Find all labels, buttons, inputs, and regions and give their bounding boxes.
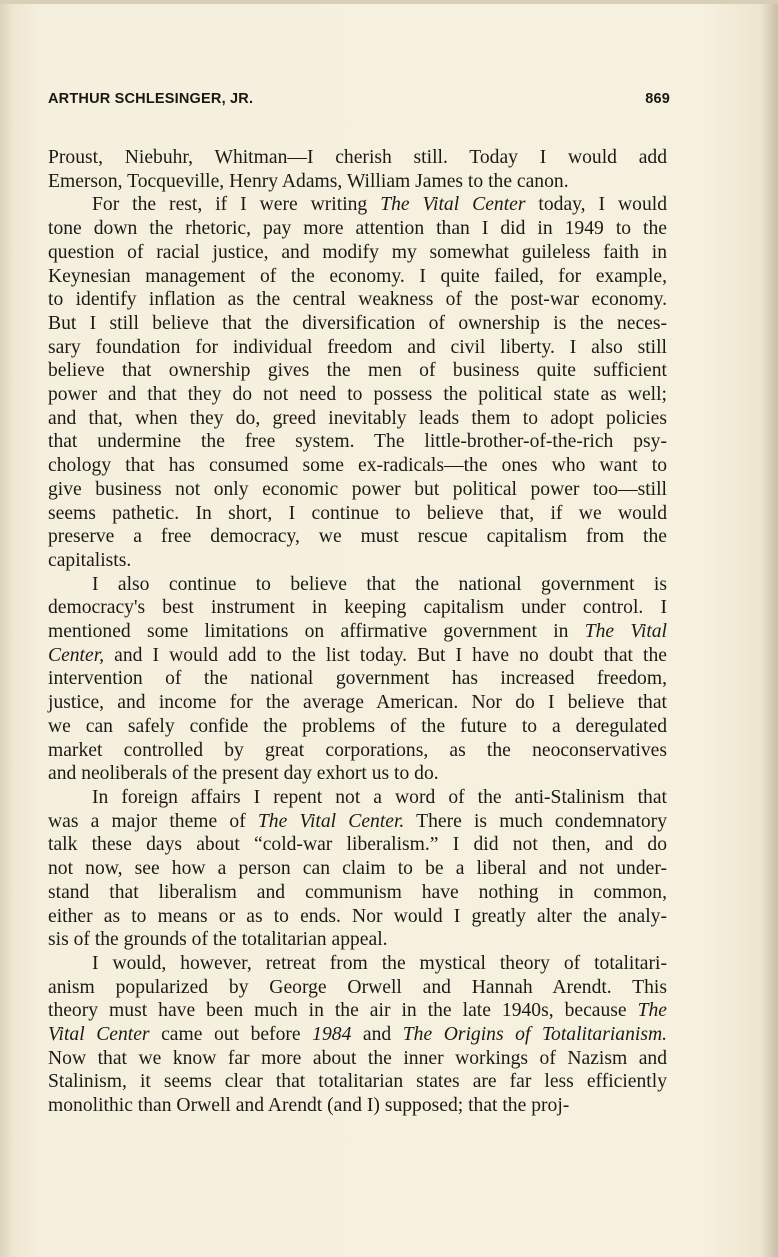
paragraph [48, 573, 667, 786]
italic-title: The Vital Center. [257, 810, 405, 832]
text-line: chology that has consumed some ex-radicals—the ones who want to [48, 455, 667, 477]
text-line: But I still believe that the diversification of ownership is the neces- [48, 312, 667, 334]
text-line: and neoliberals of the present day exhort us to do. [48, 763, 439, 785]
italic-title: Vital Center [48, 1024, 150, 1046]
paragraph [48, 193, 667, 572]
text-line: not now, see how a person can claim to be a liberal and not under- [48, 858, 667, 880]
page-top-edge [0, 0, 778, 4]
text-line: theory must have been much in the air in the late 1940s, because The [48, 1000, 667, 1022]
running-head-author: ARTHUR SCHLESINGER, JR. [48, 91, 254, 107]
running-header [48, 91, 670, 107]
text-line: For the rest, if I were writing The Vital Center today, I would [92, 194, 667, 216]
text-line: market controlled by great corporations, as the neoconservatives [48, 739, 667, 761]
paragraph [48, 786, 667, 952]
body-text [48, 146, 667, 1118]
text-line: was a major theme of The Vital Center. There is much condemnatory [48, 810, 667, 832]
italic-title: The Origins of Totalitarianism. [402, 1024, 667, 1046]
text-line: In foreign affairs I repent not a word of the anti-Stalinism that [92, 786, 667, 808]
text-line: I also continue to believe that the national government is [92, 573, 667, 595]
text-line: monolithic than Orwell and Arendt (and I) supposed; that the proj- [48, 1095, 570, 1117]
text-line: Stalinism, it seems clear that totalitarian states are far less efficiently [48, 1071, 667, 1093]
text-line: seems pathetic. In short, I continue to believe that, if we would [48, 502, 667, 524]
text-line: democracy's best instrument in keeping capitalism under control. I [48, 597, 667, 619]
page-number: 869 [645, 91, 670, 107]
text-line: to identify inflation as the central weakness of the post-war economy. [48, 289, 667, 311]
text-line: Keynesian management of the economy. I quite failed, for example, [48, 265, 667, 287]
text-line: capitalists. [48, 549, 132, 571]
italic-title: The Vital [584, 621, 667, 643]
text-line: anism popularized by George Orwell and Hannah Arendt. This [48, 976, 667, 998]
text-line: that undermine the free system. The little-brother-of-the-rich psy- [48, 431, 667, 453]
text-line: either as to means or as to ends. Nor would I greatly alter the analy- [48, 905, 667, 927]
text-line: and that, when they do, greed inevitably leads them to adopt policies [48, 407, 667, 429]
text-line: give business not only economic power but political power too—still [48, 478, 667, 500]
text-line: talk these days about “cold-war liberalism.” I did not then, and do [48, 834, 667, 856]
text-line: justice, and income for the average American. Nor do I believe that [48, 692, 667, 714]
italic-title: The [637, 1000, 667, 1022]
text-line: question of racial justice, and modify my somewhat guileless faith in [48, 241, 667, 263]
text-line: sary foundation for individual freedom and civil liberty. I also still [48, 336, 667, 358]
text-line: I would, however, retreat from the mystical theory of totalitari- [92, 952, 667, 974]
italic-title: 1984 [312, 1024, 352, 1046]
text-line: Proust, Niebuhr, Whitman—I cherish still. Today I would add [48, 147, 667, 168]
paragraph [48, 146, 667, 193]
text-line: preserve a free democracy, we must rescue capitalism from the [48, 526, 667, 548]
text-line: Now that we know far more about the inner workings of Nazism and [48, 1047, 667, 1069]
text-line: stand that liberalism and communism have nothing in common, [48, 881, 667, 903]
text-line: power and that they do not need to possess the political state as well; [48, 384, 667, 406]
italic-title: The Vital Center [380, 194, 526, 216]
text-line: sis of the grounds of the totalitarian appeal. [48, 929, 388, 951]
text-line: Center, and I would add to the list today. But I have no doubt that the [48, 644, 667, 666]
text-line: we can safely confide the problems of the future to a deregulated [48, 715, 667, 737]
text-line: Vital Center came out before 1984 and The Origins of Totalitarianism. [48, 1024, 667, 1046]
text-line: tone down the rhetoric, pay more attention than I did in 1949 to the [48, 218, 667, 240]
paragraph [48, 952, 667, 1118]
text-line: mentioned some limitations on affirmative government in The Vital [48, 621, 667, 643]
italic-title: Center, [48, 644, 105, 666]
text-line: believe that ownership gives the men of business quite sufficient [48, 360, 667, 382]
text-line: intervention of the national government has increased freedom, [48, 668, 667, 690]
text-line: Emerson, Tocqueville, Henry Adams, William James to the canon. [48, 170, 569, 192]
